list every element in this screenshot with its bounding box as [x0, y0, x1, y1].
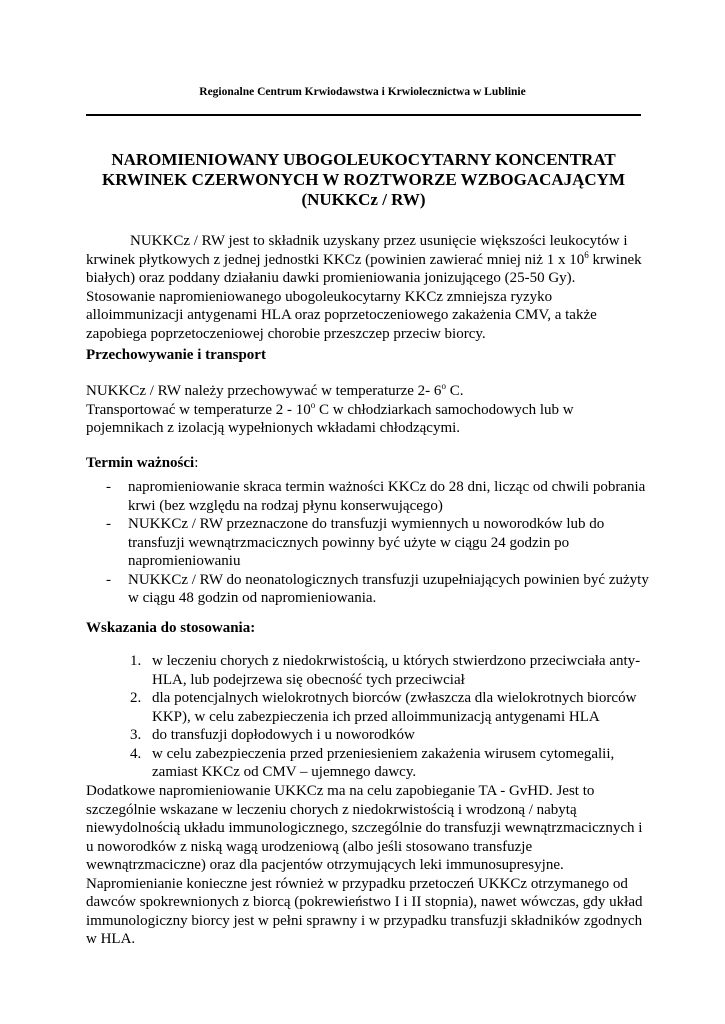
intro-line-4: Stosowanie napromieniowanego ubogoleukocytarny KKCz zmniejsza ryzyko [86, 288, 553, 305]
title-line-2: KRWINEK CZERWONYCH W ROZTWORZE WZBOGACAJĄCYM [101, 170, 626, 189]
list-item [86, 745, 646, 782]
list-item [86, 652, 646, 689]
closing-line: niewydolnością układu immunologicznego, szczególnie do transfuzji wewnątrzmacicznych i [86, 820, 643, 836]
title-line-1: NAROMIENIOWANY UBOGOLEUKOCYTARNY KONCENTRAT [111, 150, 616, 169]
closing-line: wewnątrzmaciczne) oraz dla pacjentów otrzymujących leki immunosupresyjne. [86, 857, 564, 873]
list-item-line: w leczeniu chorych z niedokrwistością, u których stwierdzono przeciwciała anty- [152, 653, 641, 669]
list-item-line: napromieniowanie skraca termin ważności KKCz do 28 dni, licząc od chwili pobrania [128, 479, 646, 495]
title-line-3: (NUKKCz / RW) [301, 190, 426, 209]
intro-line-2-tail: krwinek [588, 251, 642, 268]
expiry-heading-colon: : [194, 455, 199, 471]
dash-bullet: - [106, 479, 111, 495]
storage-line-1 [86, 382, 646, 401]
intro-paragraph [86, 232, 646, 343]
list-item-line: krwi (bez względu na rodzaj płynu konserwującego) [128, 497, 443, 514]
list-number: 4. [130, 745, 142, 762]
closing-line: Napromienianie konieczne jest również w przypadku przetoczeń UKKCz otrzymanego od [86, 875, 628, 892]
closing-line: w HLA. [86, 931, 136, 947]
storage-line-2-text: Transportować w temperaturze 2 - 10 [86, 401, 311, 418]
list-item-line: HLA, lub podejrzewa się obecność tych przeciwciał [152, 671, 465, 688]
page-header: Regionalne Centrum Krwiodawstwa i Krwiolecznictwa w Lublinie [199, 86, 526, 98]
intro-line-6: zapobiega poprzetoczeniowej chorobie przeszczep przeciw biorcy. [86, 325, 486, 342]
list-number: 3. [130, 727, 142, 743]
list-item-line: NUKKCz / RW do neonatologicznych transfuzji uzupełniających powinien być zużyty [128, 571, 649, 588]
list-item-line: KKP), w celu zabezpieczenia ich przed alloimmunizacją antygenami HLA [152, 708, 600, 725]
list-item-line: transfuzji wewnątrzmacicznych powinny być użyte w ciągu 24 godzin po [128, 534, 570, 551]
storage-line-1-text: NUKKCz / RW należy przechowywać w temperaturze 2- 6 [86, 383, 442, 399]
list-number: 2. [130, 690, 142, 706]
intro-line-2 [86, 251, 646, 270]
list-item [86, 571, 649, 608]
storage-line-2 [86, 401, 646, 420]
list-item [86, 726, 646, 745]
degree-mark: o [441, 381, 446, 391]
intro-line-5: alloimmunizacji antygenami HLA oraz poprzetoczeniowego zakażenia CMV, a także [86, 307, 597, 323]
storage-paragraph [86, 382, 646, 438]
list-item-line: do transfuzji dopłodowych i u noworodków [152, 727, 415, 743]
closing-line: Dodatkowe napromieniowanie UKKCz ma na celu zapobieganie TA - GvHD. Jest to [86, 783, 595, 799]
list-item-line: napromieniowaniu [128, 553, 241, 569]
list-item [86, 689, 646, 726]
intro-line-2-text: krwinek płytkowych z jednej jednostki KKCz (powinien zawierać mniej niż 1 x 10 [86, 251, 585, 268]
dash-bullet: - [106, 516, 111, 532]
storage-line-2-tail: C w chłodziarkach samochodowych lub w [315, 401, 574, 418]
document-title [86, 150, 641, 210]
list-item [86, 515, 646, 571]
list-item-line: NUKKCz / RW przeznaczone do transfuzji wymiennych u noworodków lub do [128, 516, 605, 532]
expiry-heading-text: Termin ważności [86, 455, 195, 471]
list-item-line: w ciągu 48 godzin od napromieniowania. [128, 590, 377, 606]
list-number: 1. [130, 653, 142, 669]
exponent: 6 [584, 249, 589, 260]
degree-mark: o [310, 399, 316, 410]
expiry-heading [86, 454, 646, 473]
closing-line: dawców spokrewnionych z biorcą (pokrewieństwo I i II stopnia), nawet wówczas, gdy układ [86, 894, 643, 910]
intro-line-3: białych) oraz poddany działaniu dawki promieniowania jonizującego (25-50 Gy). [86, 270, 576, 286]
list-item-line: dla potencjalnych wielokrotnych biorców (zwłaszcza dla wielokrotnych biorców [152, 690, 637, 706]
list-item-line: w celu zabezpieczenia przed przeniesieniem zakażenia wirusem cytomegalii, [152, 745, 615, 762]
dash-bullet: - [106, 571, 111, 588]
intro-line-1: NUKKCz / RW jest to składnik uzyskany przez usunięcie większości leukocytów i [130, 233, 628, 249]
list-item-line: zamiast KKCz od CMV – ujemnego dawcy. [152, 764, 417, 780]
closing-line: immunologiczny biorcy jest w pełni sprawny i w przypadku transfuzji składników zgodnych [86, 912, 643, 929]
indications-heading: Wskazania do stosowania: [86, 620, 256, 636]
storage-line-1-tail: C. [445, 383, 464, 399]
expiry-list [86, 478, 649, 608]
list-item [86, 478, 646, 515]
closing-paragraph [86, 782, 646, 949]
closing-line: u noworodków z niską wagą urodzeniową (albo jeśli stosowano transfuzje [86, 838, 533, 855]
header-rule [86, 114, 641, 116]
closing-line: szczególnie wskazane w leczeniu chorych z niedokrwistością i wrodzoną / nabytą [86, 801, 577, 818]
storage-heading: Przechowywanie i transport [86, 347, 266, 363]
indications-list [86, 652, 646, 782]
storage-line-3: pojemnikach z izolacją wypełnionych wkładami chłodzącymi. [86, 420, 461, 436]
